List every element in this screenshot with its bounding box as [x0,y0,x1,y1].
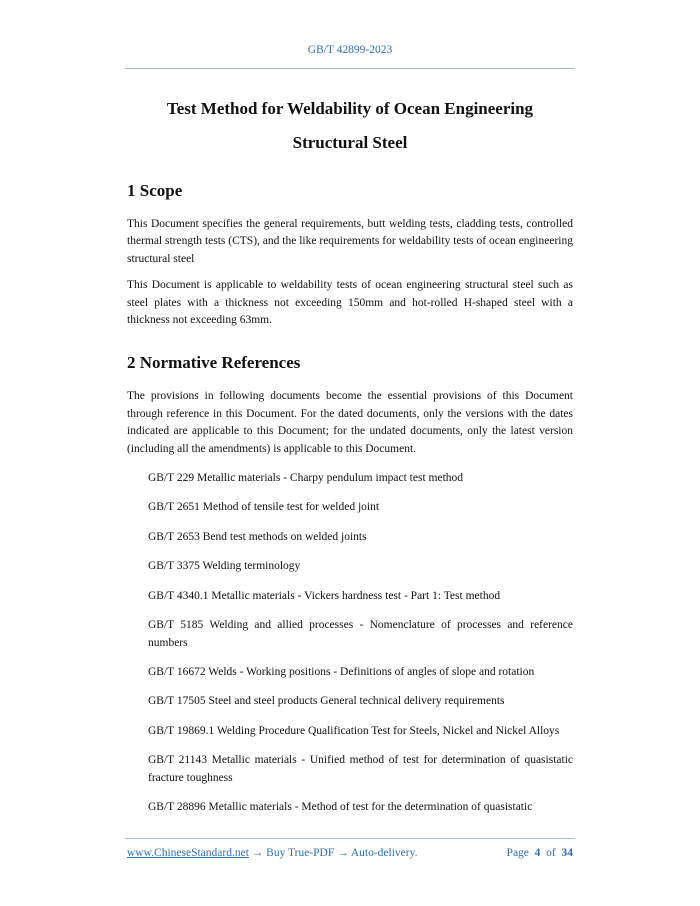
page-footer [127,847,573,859]
reference-item: GB/T 28896 Metallic materials - Method of test for the determination of quasistatic [148,800,533,813]
reference-item: GB/T 16672 Welds - Working positions - Definitions of angles of slope and rotation [148,665,535,678]
reference-item: GB/T 21143 Metallic materials - Unified method of test for determination of quasistatic fracture toughness [148,754,573,784]
document-title-line-2: Structural Steel [292,133,408,152]
document-body [127,92,573,816]
header-divider [125,68,575,69]
scope-paragraph-2: This Document is applicable to weldability tests of ocean engineering structural steel such as steel plates with a thickness not exceeding 150mm and hot-rolled H-shaped steel with a thickness not exceeding 63mm. [127,279,573,327]
reference-list [127,470,573,816]
section-heading-normative-references: 2 Normative References [127,353,301,373]
reference-item: GB/T 2651 Method of tensile test for welded joint [148,501,380,514]
page-indicator [507,847,573,859]
reference-item: GB/T 5185 Welding and allied processes - Nomenclature of processes and reference numbers [148,619,573,649]
document-title-line-1: Test Method for Weldability of Ocean Engineering [166,99,534,118]
reference-item: GB/T 229 Metallic materials - Charpy pendulum impact test method [148,472,464,485]
running-header: GB/T 42899-2023 [307,44,393,56]
reference-item: GB/T 19869.1 Welding Procedure Qualification Test for Steels, Nickel and Nickel Alloys [148,724,560,737]
footer-promo [127,847,417,859]
reference-item: GB/T 17505 Steel and steel products General technical delivery requirements [148,695,505,708]
footer-promo-text: → Buy True-PDF → Auto-delivery. [248,847,418,859]
website-link[interactable]: www.ChineseStandard.net [127,847,249,859]
footer-divider [125,838,575,839]
current-page: 4 [534,847,541,859]
normative-references-intro: The provisions in following documents become the essential provisions of this Document through reference in this Document. For the dated documents, only the versions with the dates indicated are applicable to this Document; for the undated documents, only the latest version (including all the amendments) is applicable to this Document. [127,390,573,455]
reference-item: GB/T 2653 Bend test methods on welded joints [148,530,367,543]
reference-item: GB/T 3375 Welding terminology [148,560,301,573]
section-heading-scope: 1 Scope [127,181,183,200]
scope-paragraph-1: This Document specifies the general requirements, butt welding tests, cladding tests, controlled thermal strength tests (CTS), and the like requirements for weldability tests of ocean engineering structural steel [127,218,573,265]
total-pages: 34 [561,847,573,859]
of-label: of [546,847,556,859]
page-label: Page [506,847,529,859]
reference-item: GB/T 4340.1 Metallic materials - Vickers hardness test - Part 1: Test method [148,589,501,602]
